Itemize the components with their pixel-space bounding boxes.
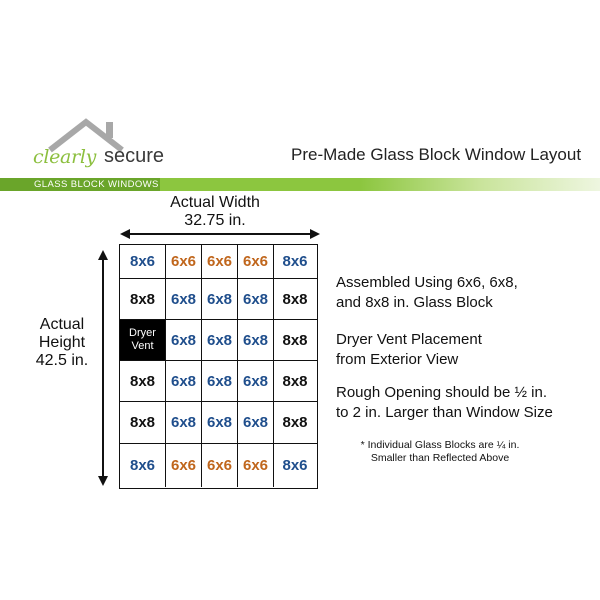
glass-block-8x8: 8x8 [120, 361, 166, 401]
dryer-vent-label: Vent [131, 340, 154, 352]
glass-block-6x8: 6x8 [202, 402, 238, 443]
glass-block-6x6: 6x6 [238, 245, 274, 278]
glass-block-6x6: 6x6 [166, 245, 202, 278]
glass-block-6x6: 6x6 [202, 245, 238, 278]
grid-row [120, 361, 317, 402]
note-assembled-line2: and 8x8 in. Glass Block [336, 294, 493, 311]
glass-block-8x6: 8x6 [120, 444, 166, 487]
height-label-line1: Actual [39, 316, 85, 333]
dryer-vent-block [120, 320, 166, 360]
logo-word-clearly: clearly [33, 146, 97, 168]
clearly-secure-logo [30, 118, 165, 170]
glass-block-6x6: 6x6 [202, 444, 238, 487]
note-assembled-line1: Assembled Using 6x6, 6x8, [336, 274, 518, 291]
glass-block-6x8: 6x8 [202, 361, 238, 401]
note-assembled [336, 273, 518, 313]
grid-row [120, 245, 317, 279]
glass-block-grid [119, 244, 318, 489]
height-arrow-icon [97, 250, 109, 486]
glass-block-6x6: 6x6 [166, 444, 202, 487]
height-label [26, 316, 98, 370]
glass-block-6x8: 6x8 [166, 402, 202, 443]
grid-row [120, 320, 317, 361]
grid-row [120, 279, 317, 320]
glass-block-6x8: 6x8 [202, 320, 238, 360]
glass-block-8x8: 8x8 [282, 372, 308, 390]
glass-block-6x6: 6x6 [238, 444, 274, 487]
note-rough-line2: to 2 in. Larger than Window Size [336, 404, 553, 421]
width-label [160, 194, 270, 230]
logo-word-secure: secure [104, 145, 165, 167]
width-label-text: Actual Width [170, 194, 260, 211]
glass-block-6x8: 6x8 [238, 279, 274, 319]
glass-block-6x8: 6x8 [166, 320, 202, 360]
grid-row [120, 444, 317, 487]
width-value: 32.75 in. [184, 212, 246, 229]
note-dryer-line1: Dryer Vent Placement [336, 331, 482, 348]
glass-block-6x8: 6x8 [238, 402, 274, 443]
note-rough-opening [336, 383, 553, 423]
width-arrow-icon [120, 228, 320, 240]
glass-block-8x8: 8x8 [282, 414, 308, 431]
glass-block-8x8: 8x8 [120, 402, 166, 443]
glass-block-8x8: 8x8 [282, 331, 308, 349]
note-footnote-line1: * Individual Glass Blocks are ¼ in. [360, 439, 520, 451]
dryer-vent-label: Dryer [129, 327, 156, 339]
glass-block-6x8: 6x8 [238, 320, 274, 360]
note-footnote-line2: Smaller than Reflected Above [370, 452, 510, 464]
glass-block-8x6: 8x6 [282, 457, 308, 474]
glass-block-8x8: 8x8 [120, 279, 166, 319]
height-value: 42.5 in. [35, 352, 89, 369]
glass-block-8x6: 8x6 [120, 245, 166, 278]
height-label-line2: Height [38, 334, 86, 351]
page-title: Pre-Made Glass Block Window Layout [291, 145, 582, 164]
grid-row [120, 402, 317, 444]
glass-block-8x6: 8x6 [282, 253, 308, 270]
glass-block-6x8: 6x8 [202, 279, 238, 319]
glass-block-6x8: 6x8 [166, 361, 202, 401]
glass-block-6x8: 6x8 [238, 361, 274, 401]
glass-block-6x8: 6x8 [166, 279, 202, 319]
note-dryer-line2: from Exterior View [336, 351, 459, 368]
note-footnote [350, 439, 530, 465]
glass-block-8x8: 8x8 [282, 290, 308, 308]
note-dryer-vent [336, 330, 482, 370]
note-rough-line1: Rough Opening should be ½ in. [336, 384, 547, 401]
tagline-text: GLASS BLOCK WINDOWS [34, 179, 159, 190]
